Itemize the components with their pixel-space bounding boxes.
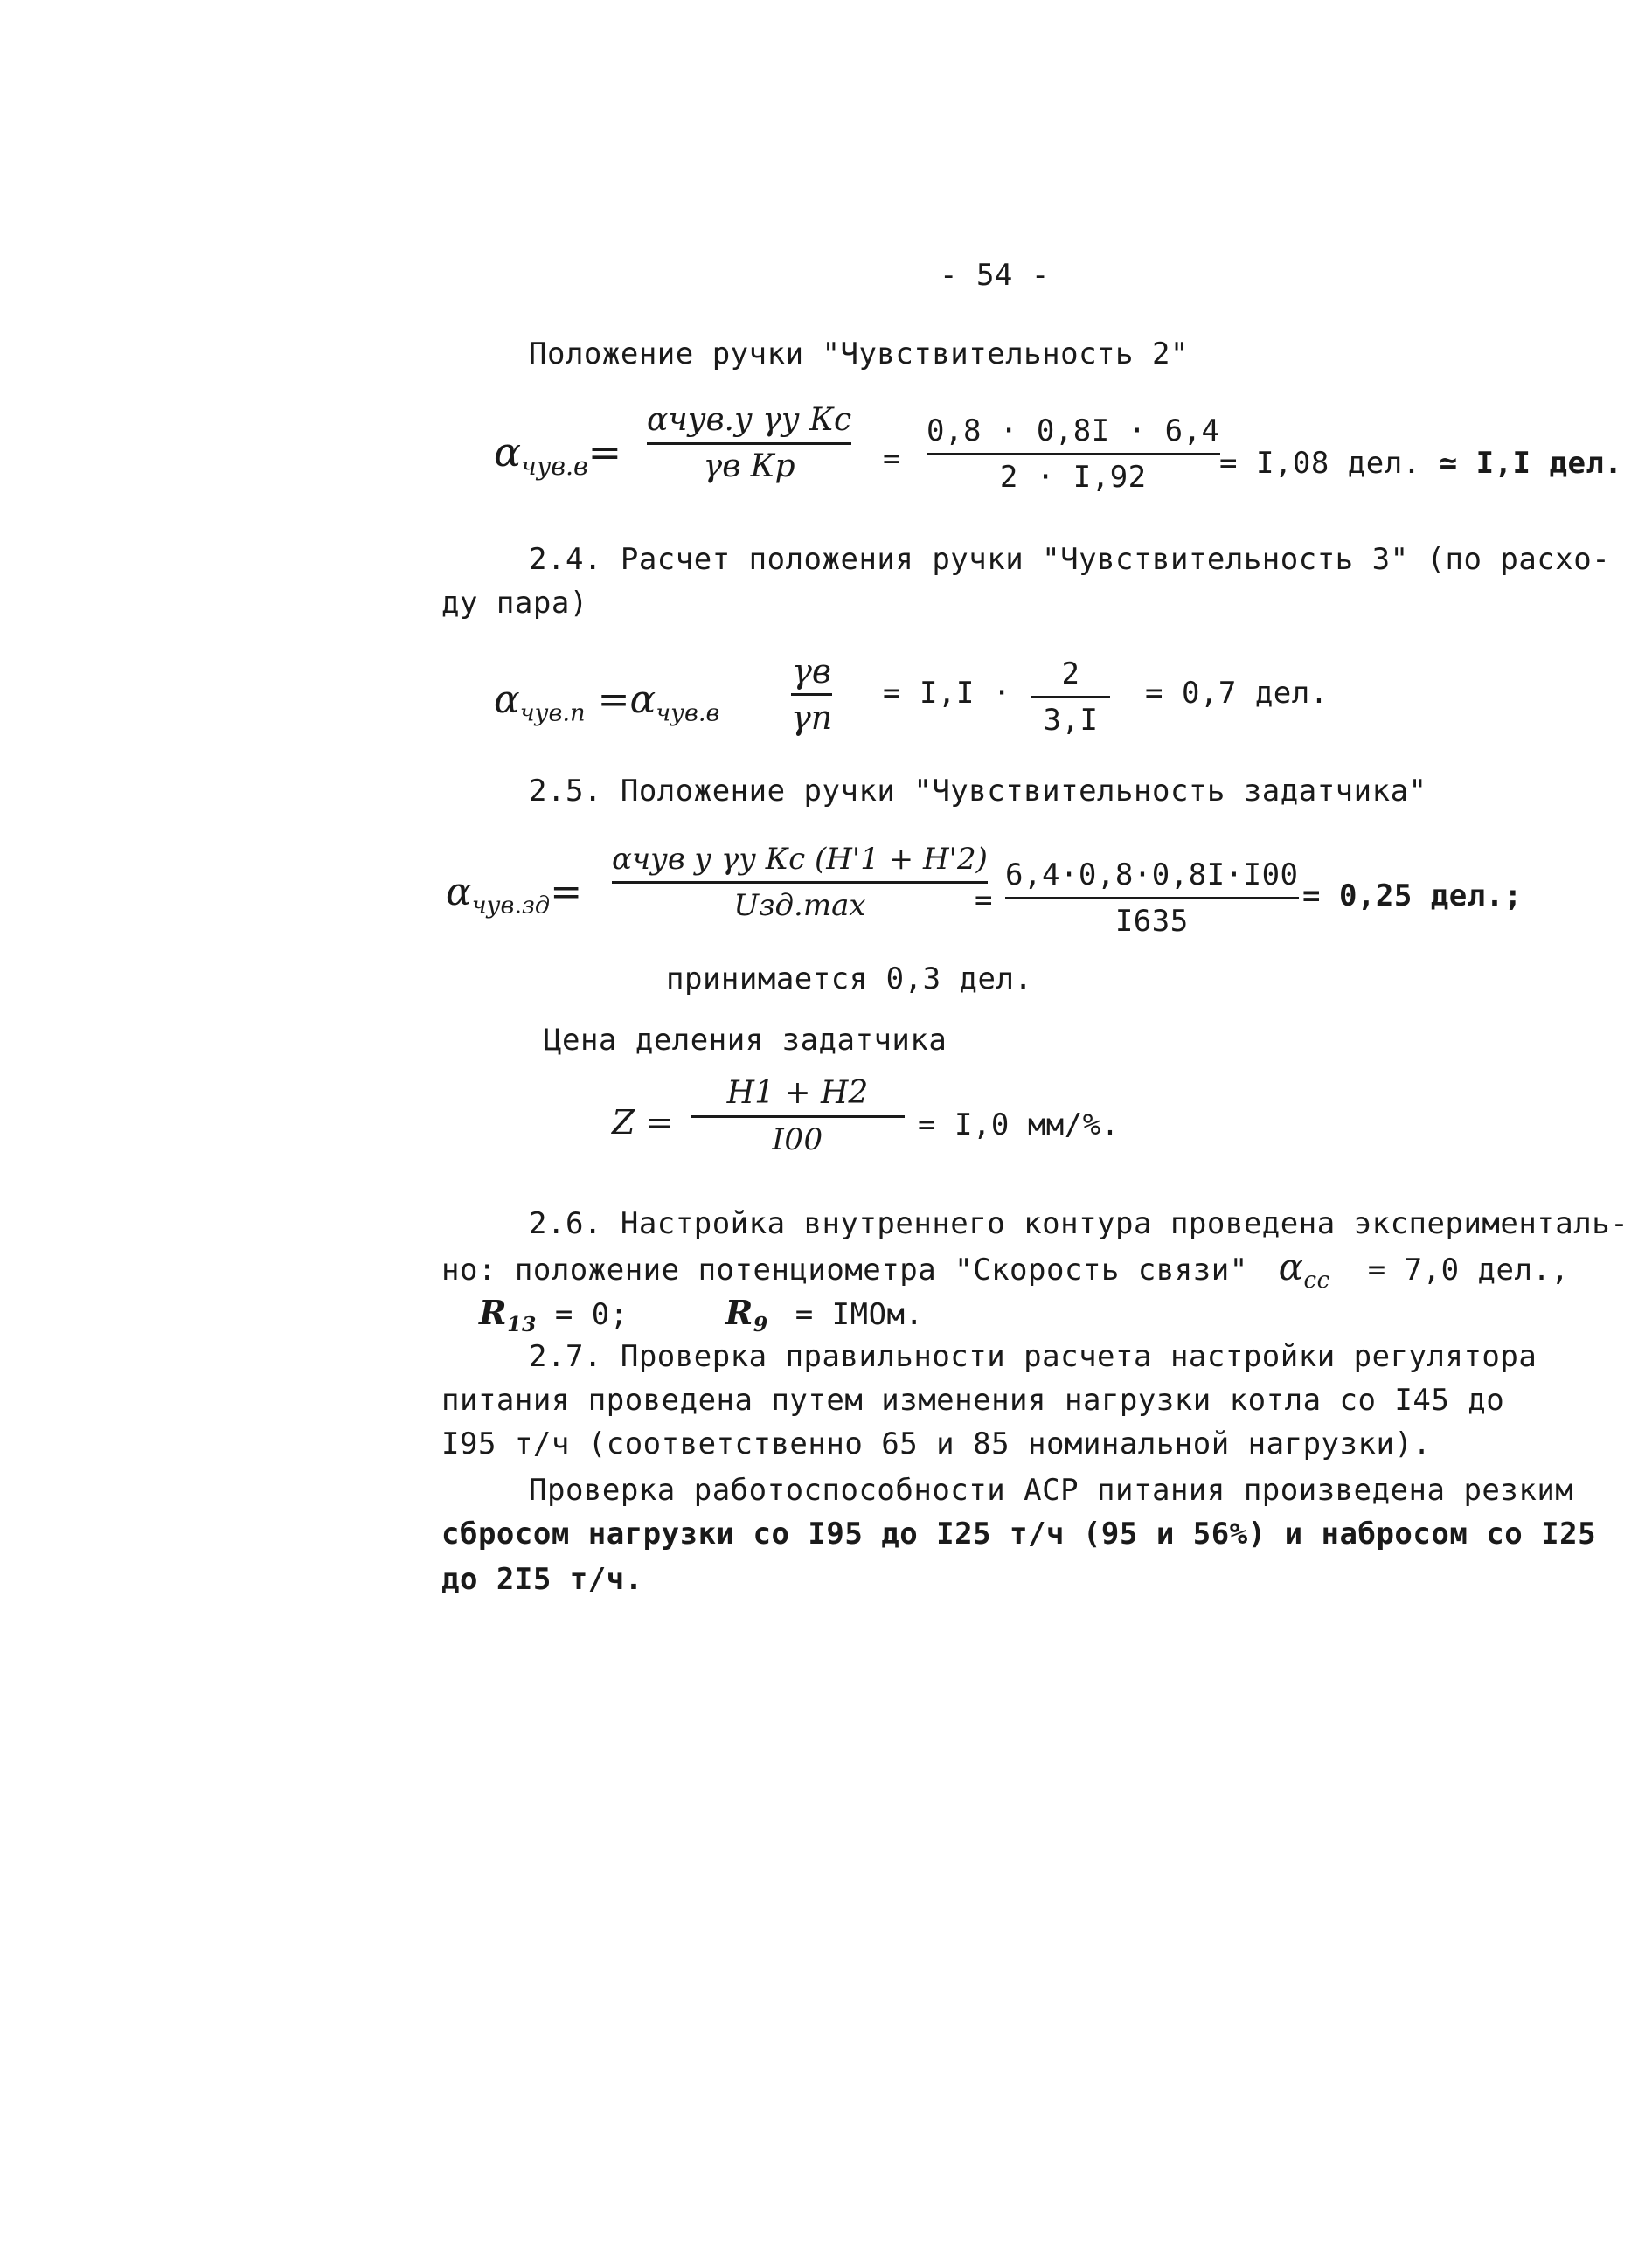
formula-lhs-alpha-sens-v: $\alpha_{чув.в}=$: [494, 428, 622, 481]
fraction-bar: [1031, 696, 1110, 698]
fraction-bar: [791, 693, 832, 696]
formula-fraction-z: [691, 1073, 905, 1160]
equals-sign: =: [975, 883, 993, 918]
fraction-numerator: αчув.у γу Кс: [647, 402, 852, 438]
formula-lhs-alpha-sens-p: $\alpha_{чув.п} =\alpha_{чув.в}$: [494, 677, 720, 727]
fraction-denominator: γв Кр: [703, 448, 795, 484]
formula-lhs-alpha-sens-zd: $\alpha_{чув.зд}=$: [446, 870, 583, 920]
fraction-numerator: 2: [1061, 656, 1080, 691]
check-line-3: до 2I5 т/ч.: [441, 1562, 643, 1597]
page-number: - 54 -: [940, 258, 1050, 293]
fraction-denominator: I00: [772, 1122, 823, 1157]
formula-fraction-symbolic-1: [647, 400, 851, 487]
fraction-denominator: I635: [1114, 904, 1189, 939]
result-value: = 0,7 дел.: [1145, 676, 1329, 711]
section-2-7-line-3: I95 т/ч (соответственно 65 и 85 номинальной нагрузки).: [441, 1427, 1432, 1461]
accepted-value: принимается 0,3 дел.: [666, 961, 1033, 996]
fraction-bar: [647, 442, 851, 445]
formula-fraction-numeric-1: [927, 411, 1220, 497]
fraction-numerator: 0,8 · 0,8I · 6,4: [927, 413, 1220, 448]
fraction-numerator: αчув у γу Кс (H'1 + H'2): [612, 842, 988, 877]
formula-fraction-numeric-3: [1005, 855, 1299, 941]
section-2-6-line-3: $R_{13} = 0$; $R_9$ = IМОм.: [479, 1293, 924, 1337]
fraction-bar: [612, 881, 988, 884]
fraction-bar: [691, 1115, 905, 1118]
alpha-cc-symbol: $\alpha_{сс}$: [1278, 1246, 1330, 1295]
heading-sensitivity-2: Положение ручки "Чувствительность 2": [529, 337, 1189, 371]
section-2-4-line-1: 2.4. Расчет положения ручки "Чувствительность 3" (по расхо-: [529, 542, 1611, 577]
result-value: = I,08 дел. ≃ I,I дел.: [1219, 446, 1623, 481]
multiplier-value: = I,I ·: [883, 676, 1011, 711]
fraction-bar: [1005, 897, 1299, 899]
fraction-numerator: 6,4·0,8·0,8I·I00: [1005, 857, 1299, 892]
fraction-denominator: 2 · I,92: [999, 460, 1147, 495]
result-value: = I,0 мм/%.: [918, 1107, 1120, 1142]
fraction-denominator: γп: [791, 698, 833, 737]
formula-fraction-numeric-2: [1031, 654, 1110, 740]
section-2-5-heading: 2.5. Положение ручки "Чувствительность задатчика": [529, 774, 1427, 809]
section-2-6-line-2: но: положение потенциометра "Скорость связи" $\alpha_{сс} = 7,0$ дел.,: [441, 1246, 1570, 1295]
scale-division-label: Цена деления задатчика: [544, 1023, 947, 1058]
fraction-denominator: 3,I: [1043, 703, 1099, 738]
result-value: = 0,25 дел.;: [1302, 878, 1523, 913]
section-2-7-line-2: питания проведена путем изменения нагрузки котла со I45 до: [441, 1383, 1505, 1418]
fraction-numerator: H1 + H2: [726, 1075, 869, 1111]
fraction-numerator: γв: [792, 652, 831, 691]
check-line-2: сбросом нагрузки со I95 до I25 т/ч (95 и 56%) и набросом со I25: [441, 1517, 1597, 1551]
formula-z-lhs: Z =: [612, 1103, 674, 1142]
equals-sign: =: [883, 441, 901, 476]
section-2-6-line-1: 2.6. Настройка внутреннего контура проведена эксперименталь-: [529, 1206, 1629, 1241]
section-2-7-line-1: 2.7. Проверка правильности расчета настройки регулятора: [529, 1339, 1537, 1374]
formula-fraction-symbolic-3: [612, 839, 988, 926]
check-line-1: Проверка работоспособности АСР питания произведена резким: [529, 1473, 1574, 1508]
fraction-denominator: Uзд.max: [733, 888, 866, 923]
formula-fraction-gamma: [791, 651, 832, 738]
section-2-4-line-2: ду пара): [441, 586, 588, 621]
fraction-bar: [927, 453, 1220, 455]
